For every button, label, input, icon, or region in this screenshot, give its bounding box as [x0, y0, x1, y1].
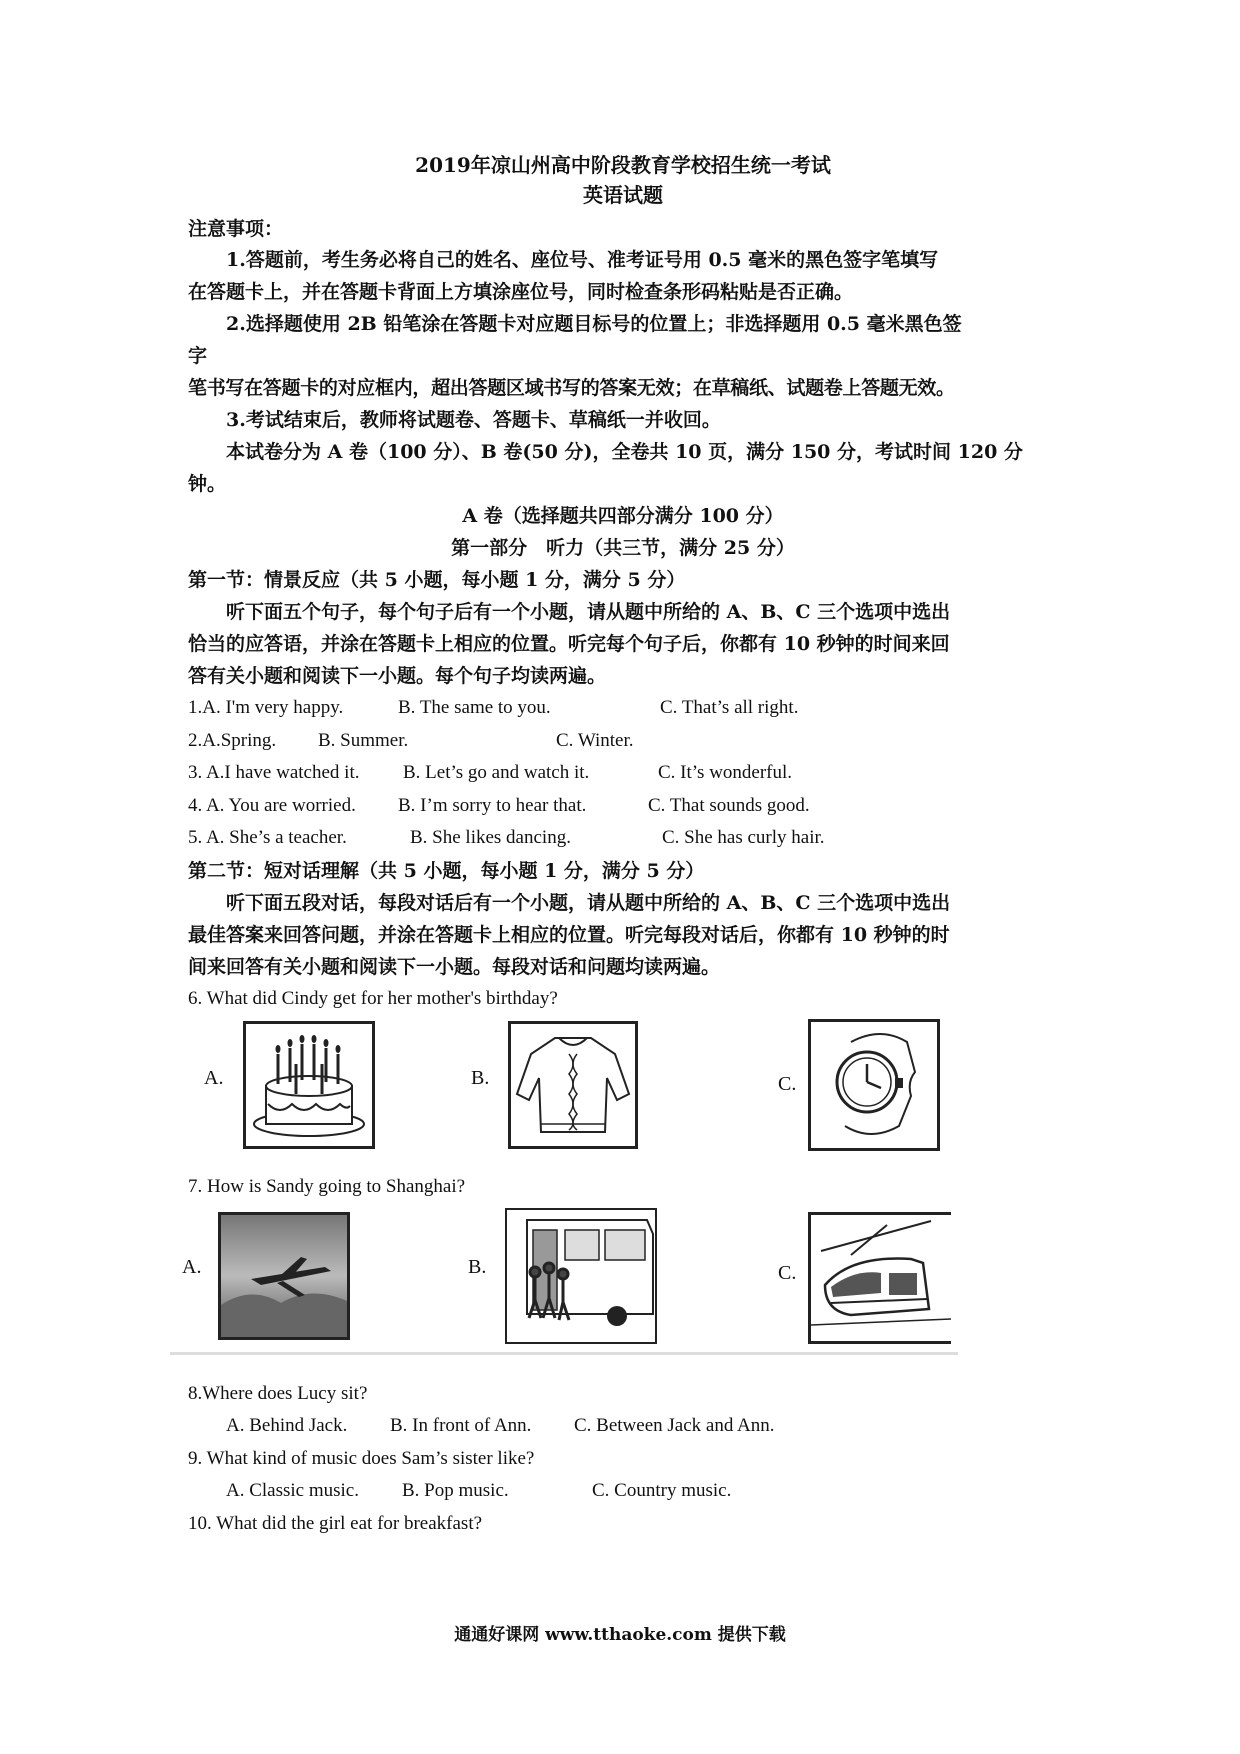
notice-item2-line3: 笔书写在答题卡的对应框内，超出答题区域书写的答案无效；在草稿纸、试题卷上答题无效。	[188, 377, 955, 399]
cake-icon	[246, 1024, 372, 1146]
q7-label-c: C.	[778, 1261, 797, 1284]
q2-option-a: 2.A.Spring.	[188, 729, 277, 751]
section1-heading: 第一节：情景反应（共 5 小题，每小题 1 分，满分 5 分）	[188, 569, 686, 591]
q8-option-a: A. Behind Jack.	[226, 1415, 348, 1436]
question-10: 10. What did the girl eat for breakfast?	[188, 1512, 483, 1534]
q9-option-b: B. Pop music.	[402, 1480, 509, 1501]
airplane-icon	[221, 1215, 347, 1337]
plane-picture	[218, 1212, 350, 1340]
notice-item1-line2: 在答题卡上，并在答题卡背面上方填涂座位号，同时检查条形码粘贴是否正确。	[188, 281, 854, 303]
exam-page	[182, 150, 1058, 1540]
sweater-picture	[508, 1021, 638, 1149]
question-1	[188, 692, 1058, 725]
sweater-icon	[511, 1024, 635, 1146]
q9-option-a: A. Classic music.	[226, 1480, 359, 1501]
q6-label-b: B.	[471, 1067, 490, 1089]
question-2	[188, 725, 1058, 758]
question-8-options	[188, 1410, 1058, 1443]
question-6: 6. What did Cindy get for her mother's birthday?	[188, 987, 558, 1009]
notice-info-line2: 钟。	[188, 473, 227, 495]
q8-option-c: C. Between Jack and Ann.	[574, 1415, 775, 1436]
section2-instruction-3: 间来回答有关小题和阅读下一小题。每段对话和问题均读两遍。	[188, 955, 721, 978]
q4-option-a: 4. A. You are worried.	[188, 794, 356, 816]
page-footer: 通通好课网 www.tthaoke.com 提供下载	[454, 1625, 786, 1645]
question-5	[188, 822, 1058, 855]
q7-label-b: B.	[468, 1255, 487, 1278]
q2-option-b: B. Summer.	[318, 729, 409, 751]
q3-option-b: B. Let’s go and watch it.	[403, 762, 590, 783]
notice-item1-line1: 1.答题前，考生务必将自己的姓名、座位号、准考证号用 0.5 毫米的黑色签字笔填写	[226, 249, 939, 271]
watch-picture	[808, 1019, 940, 1151]
q5-option-b: B. She likes dancing.	[410, 827, 571, 848]
q6-label-a: A.	[204, 1067, 224, 1089]
part1-heading: 第一部分 听力（共三节，满分 25 分）	[451, 537, 795, 559]
q4-option-b: B. I’m sorry to hear that.	[398, 794, 587, 816]
q5-option-a: 5. A. She’s a teacher.	[188, 827, 347, 848]
exam-subtitle: 英语试题	[583, 183, 663, 207]
paper-a-heading: A 卷（选择题共四部分满分 100 分）	[462, 505, 784, 527]
section2-instruction-2: 最佳答案来回答问题，并涂在答题卡上相应的位置。听完每段对话后，你都有 10 秒钟的时	[188, 923, 950, 946]
watch-icon	[811, 1022, 937, 1148]
bus-icon	[507, 1210, 655, 1342]
question-9: 9. What kind of music does Sam’s sister like?	[188, 1447, 535, 1469]
q8-option-b: B. In front of Ann.	[390, 1415, 532, 1436]
question-8: 8.Where does Lucy sit?	[188, 1382, 368, 1404]
section2-instruction-1: 听下面五段对话，每段对话后有一个小题，请从题中所给的 A、B、C 三个选项中选出	[226, 891, 951, 914]
q1-option-c: C. That’s all right.	[660, 697, 799, 718]
q9-option-c: C. Country music.	[592, 1480, 732, 1501]
q3-option-a: 3. A.I have watched it.	[188, 762, 360, 783]
q4-option-c: C. That sounds good.	[648, 794, 810, 816]
section1-instruction-1: 听下面五个句子，每个句子后有一个小题，请从题中所给的 A、B、C 三个选项中选出	[226, 601, 951, 623]
q3-option-c: C. It’s wonderful.	[658, 762, 793, 783]
q2-option-c: C. Winter.	[556, 729, 634, 751]
bus-picture	[505, 1208, 657, 1344]
q6-label-c: C.	[778, 1073, 797, 1095]
q6-pictures	[188, 1015, 1058, 1165]
notice-item2-line2: 字	[188, 345, 208, 367]
train-picture	[808, 1212, 951, 1344]
q1-option-a: 1.A. I'm very happy.	[188, 697, 344, 718]
section1-instruction-3: 答有关小题和阅读下一小题。每个句子均读两遍。	[188, 665, 607, 687]
q5-option-c: C. She has curly hair.	[662, 827, 825, 848]
question-3	[188, 757, 1058, 790]
q7-pictures	[182, 1204, 1058, 1364]
cake-picture	[243, 1021, 375, 1149]
notice-item3: 3.考试结束后，教师将试题卷、答题卡、草稿纸一并收回。	[226, 409, 721, 431]
notice-info-line1: 本试卷分为 A 卷（100 分）、B 卷(50 分)，全卷共 10 页，满分 150 分，考试时间 120 分	[226, 441, 1023, 463]
divider-line	[170, 1352, 958, 1355]
notice-item2-line1: 2.选择题使用 2B 铅笔涂在答题卡对应题目标号的位置上；非选择题用 0.5 毫米黑色签	[226, 313, 962, 335]
q7-label-a: A.	[182, 1255, 202, 1278]
section2-heading: 第二节：短对话理解（共 5 小题，每小题 1 分，满分 5 分）	[188, 859, 705, 882]
exam-title: 2019年凉山州高中阶段教育学校招生统一考试	[415, 153, 831, 177]
question-9-options	[188, 1475, 1058, 1508]
notice-heading: 注意事项：	[188, 218, 284, 240]
q1-option-b: B. The same to you.	[398, 697, 551, 718]
train-icon	[811, 1215, 951, 1341]
question-4	[188, 790, 1058, 823]
section1-instruction-2: 恰当的应答语，并涂在答题卡上相应的位置。听完每个句子后，你都有 10 秒钟的时间来回	[188, 633, 950, 655]
question-7: 7. How is Sandy going to Shanghai?	[188, 1176, 466, 1197]
